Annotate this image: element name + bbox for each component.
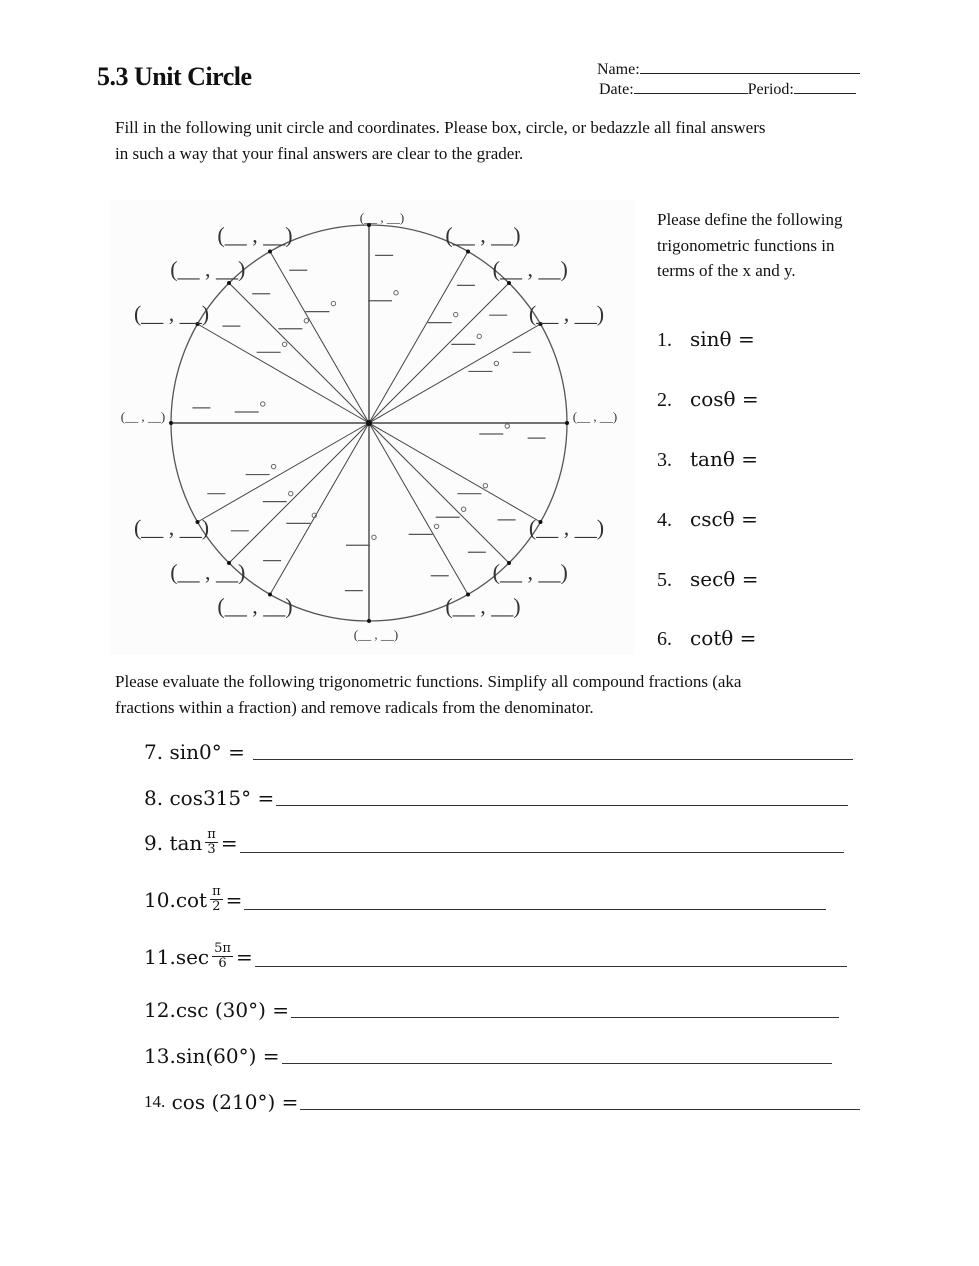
question-10 <box>144 885 826 914</box>
question-12 <box>144 998 839 1022</box>
answer-blank-7[interactable] <box>253 758 853 760</box>
fraction-numerator: 5π <box>214 941 231 956</box>
coordinate-blank[interactable]: (__ , __) <box>445 593 521 619</box>
answer-blank-9[interactable] <box>240 851 844 853</box>
evaluate-intro <box>115 669 875 721</box>
definition-item-5 <box>657 567 758 592</box>
question-number: 7. <box>144 740 164 764</box>
definition-number: 6. <box>657 628 672 650</box>
fraction-numerator: π <box>207 827 216 842</box>
date-period-field <box>599 79 856 100</box>
definition-number: 2. <box>657 389 672 411</box>
instructions-line-2: in such a way that your final answers are clear to the grader. <box>115 144 524 163</box>
question-expression: sin(60°) = <box>175 1044 280 1068</box>
definition-expression: sinθ = <box>690 327 755 351</box>
date-label: Date: <box>599 81 634 98</box>
equals-sign: = <box>235 944 253 969</box>
question-13 <box>144 1044 832 1068</box>
question-expression: tan <box>169 830 203 855</box>
coordinate-blank[interactable]: (__ , __) <box>528 301 605 326</box>
question-number: 8. <box>144 786 164 810</box>
answer-blank-12[interactable] <box>291 1016 839 1018</box>
question-number: 13. <box>144 1044 176 1068</box>
coordinate-blank[interactable]: (__ , __) <box>217 593 293 619</box>
definition-expression: cscθ = <box>690 507 758 531</box>
fraction <box>212 942 233 971</box>
coordinate-blank[interactable]: (__ , __) <box>170 559 246 585</box>
question-expression: sin0° = <box>169 740 245 764</box>
answer-blank-10[interactable] <box>244 908 826 910</box>
definition-number: 1. <box>657 329 672 351</box>
answer-blank-14[interactable] <box>300 1108 860 1110</box>
coordinate-blank[interactable]: (__ , __) <box>572 409 618 424</box>
question-number: 12. <box>144 998 176 1022</box>
fraction-denominator: 6 <box>218 956 227 971</box>
question-expression: csc (30°) = <box>175 998 290 1022</box>
question-14 <box>144 1090 860 1114</box>
definition-number: 4. <box>657 509 672 531</box>
question-9 <box>144 828 844 857</box>
evaluate-intro-line-2: fractions within a fraction) and remove radicals from the denominator. <box>115 698 594 717</box>
coordinate-blank[interactable]: (__ , __) <box>170 256 246 282</box>
evaluate-intro-line-1: Please evaluate the following trigonometric functions. Simplify all compound fractions (aka <box>115 672 742 691</box>
coordinate-blank[interactable]: (__ , __) <box>492 559 568 585</box>
definition-item-6 <box>657 626 756 651</box>
unit-circle-diagram <box>110 200 635 655</box>
question-number: 11. <box>144 944 176 969</box>
coordinate-blank[interactable]: (__ , __) <box>528 515 605 540</box>
name-blank[interactable] <box>640 59 860 74</box>
definition-expression: tanθ = <box>690 447 758 471</box>
question-8 <box>144 786 848 810</box>
question-expression: cos (210°) = <box>171 1090 299 1114</box>
coordinate-blank[interactable]: (__ , __) <box>353 627 399 642</box>
question-expression: cot <box>175 887 208 912</box>
definition-number: 5. <box>657 569 672 591</box>
definition-item-4 <box>657 507 758 532</box>
date-blank[interactable] <box>634 79 748 94</box>
question-expression: sec <box>175 944 210 969</box>
fraction-numerator: π <box>212 884 221 899</box>
definition-item-3 <box>657 447 758 472</box>
name-label: Name: <box>597 61 640 78</box>
fraction <box>210 885 223 914</box>
coordinate-blank[interactable]: (__ , __) <box>217 222 293 248</box>
question-7 <box>144 740 853 764</box>
fraction-denominator: 2 <box>212 899 221 914</box>
page-title: 5.3 Unit Circle <box>97 62 252 91</box>
name-field[interactable] <box>597 59 860 80</box>
instructions <box>115 115 875 167</box>
fraction-denominator: 3 <box>207 842 216 857</box>
definition-item-1 <box>657 327 755 352</box>
definition-expression: cotθ = <box>690 626 757 650</box>
coordinate-blank[interactable]: (__ , __) <box>133 515 210 540</box>
coordinate-blank[interactable]: (__ , __) <box>133 301 210 326</box>
coordinate-blank[interactable]: (__ , __) <box>445 222 521 248</box>
definition-item-2 <box>657 387 759 412</box>
equals-sign: = <box>225 887 243 912</box>
answer-blank-8[interactable] <box>276 804 848 806</box>
coordinate-blank[interactable]: (__ , __) <box>492 256 568 282</box>
definition-expression: secθ = <box>690 567 759 591</box>
coordinate-blank[interactable]: (__ , __) <box>120 409 166 424</box>
definition-number: 3. <box>657 449 672 471</box>
definition-expression: cosθ = <box>690 387 759 411</box>
coordinate-blank[interactable]: (__ , __) <box>359 210 405 225</box>
question-number: 9. <box>144 830 164 855</box>
question-expression: cos315° = <box>169 786 275 810</box>
question-11 <box>144 942 847 971</box>
answer-blank-11[interactable] <box>255 965 847 967</box>
instructions-line-1: Fill in the following unit circle and coordinates. Please box, circle, or bedazzle all final answers <box>115 118 766 137</box>
equals-sign: = <box>220 830 238 855</box>
period-label: Period: <box>747 81 794 98</box>
fraction <box>205 828 218 857</box>
period-blank[interactable] <box>794 79 856 94</box>
answer-blank-13[interactable] <box>282 1062 832 1064</box>
question-number: 10. <box>144 887 176 912</box>
definitions-intro: Please define the following trigonometric functions in terms of the x and y. <box>657 210 843 280</box>
question-number: 14. <box>144 1092 166 1111</box>
